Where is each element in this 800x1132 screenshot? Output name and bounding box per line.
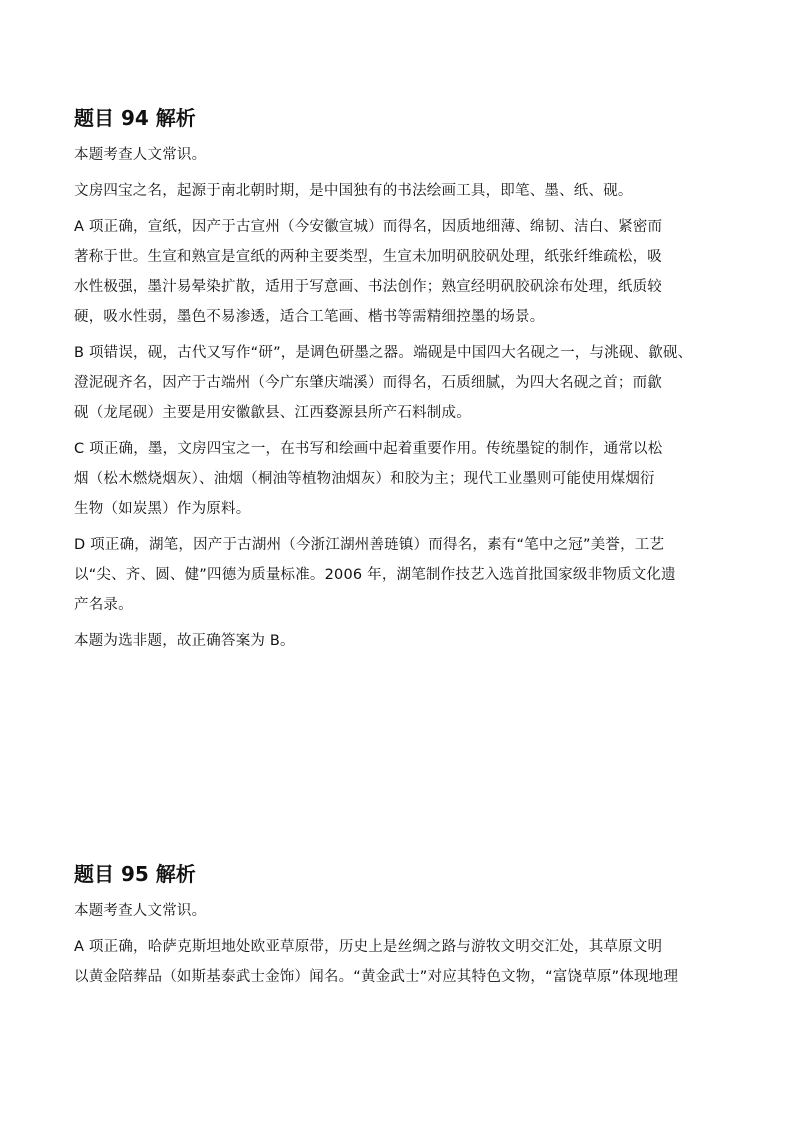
section-heading: 题目 95 解析 <box>74 862 196 886</box>
text-line: 澄泥砚齐名，因产于古端州（今广东肇庆端溪）而得名，石质细腻，为四大名砚之首；而歙 <box>74 375 662 391</box>
paragraph-topic <box>74 140 754 170</box>
text-line: 本题考查人文常识。 <box>74 147 207 163</box>
text-line: C 项正确，墨，文房四宝之一，在书写和绘画中起着重要作用。传统墨锭的制作，通常以松 <box>74 441 663 457</box>
text-line: 硬，吸水性弱，墨色不易渗透，适合工笔画、楷书等需精细控墨的场景。 <box>74 309 545 325</box>
paragraph-option-d <box>74 530 754 620</box>
text-line: 以黄金陪葬品（如斯基泰武士金饰）闻名。“黄金武士”对应其特色文物，“富饶草原”体现地理 <box>74 969 679 985</box>
text-line: 本题考查人文常识。 <box>74 903 207 919</box>
text-line: 以“尖、齐、圆、健”四德为质量标准。2006 年，湖笔制作技艺入选首批国家级非物质文化遗 <box>74 567 676 583</box>
paragraph-option-b <box>74 338 754 428</box>
paragraph-option-a <box>74 932 754 992</box>
paragraph-answer <box>74 626 754 656</box>
question-95-analysis <box>74 858 754 998</box>
paragraph-topic <box>74 896 754 926</box>
text-line: A 项正确，宣纸，因产于古宣州（今安徽宣城）而得名，因质地细薄、绵韧、洁白、紧密而 <box>74 219 663 235</box>
text-line: B 项错误，砚，古代又写作“研”，是调色研墨之器。端砚是中国四大名砚之一，与洮砚、歙砚、 <box>74 345 693 361</box>
paragraph-option-c <box>74 434 754 524</box>
text-line: 文房四宝之名，起源于南北朝时期，是中国独有的书法绘画工具，即笔、墨、纸、砚。 <box>74 183 633 199</box>
text-line: D 项正确，湖笔，因产于古湖州（今浙江湖州善琏镇）而得名，素有“笔中之冠”美誉，工艺 <box>74 537 665 553</box>
text-line: 产名录。 <box>74 597 133 613</box>
text-line: 砚（龙尾砚）主要是用安徽歙县、江西婺源县所产石料制成。 <box>74 405 471 421</box>
question-94-analysis <box>74 102 754 662</box>
paragraph-option-a <box>74 212 754 332</box>
paragraph-intro <box>74 176 754 206</box>
text-line: 烟（松木燃烧烟灰）、油烟（桐油等植物油烟灰）和胶为主；现代工业墨则可能使用煤烟衍 <box>74 471 655 487</box>
text-line: 生物（如炭黑）作为原料。 <box>74 501 251 517</box>
section-heading: 题目 94 解析 <box>74 106 196 130</box>
text-line: A 项正确，哈萨克斯坦地处欧亚草原带，历史上是丝绸之路与游牧文明交汇处，其草原文明 <box>74 939 663 955</box>
text-line: 著称于世。生宣和熟宣是宣纸的两种主要类型，生宣未加明矾胶矾处理，纸张纤维疏松，吸 <box>74 249 662 265</box>
text-line: 水性极强，墨汁易晕染扩散，适用于写意画、书法创作；熟宣经明矾胶矾涂布处理，纸质较 <box>74 279 662 295</box>
text-line: 本题为选非题，故正确答案为 B。 <box>74 633 295 649</box>
